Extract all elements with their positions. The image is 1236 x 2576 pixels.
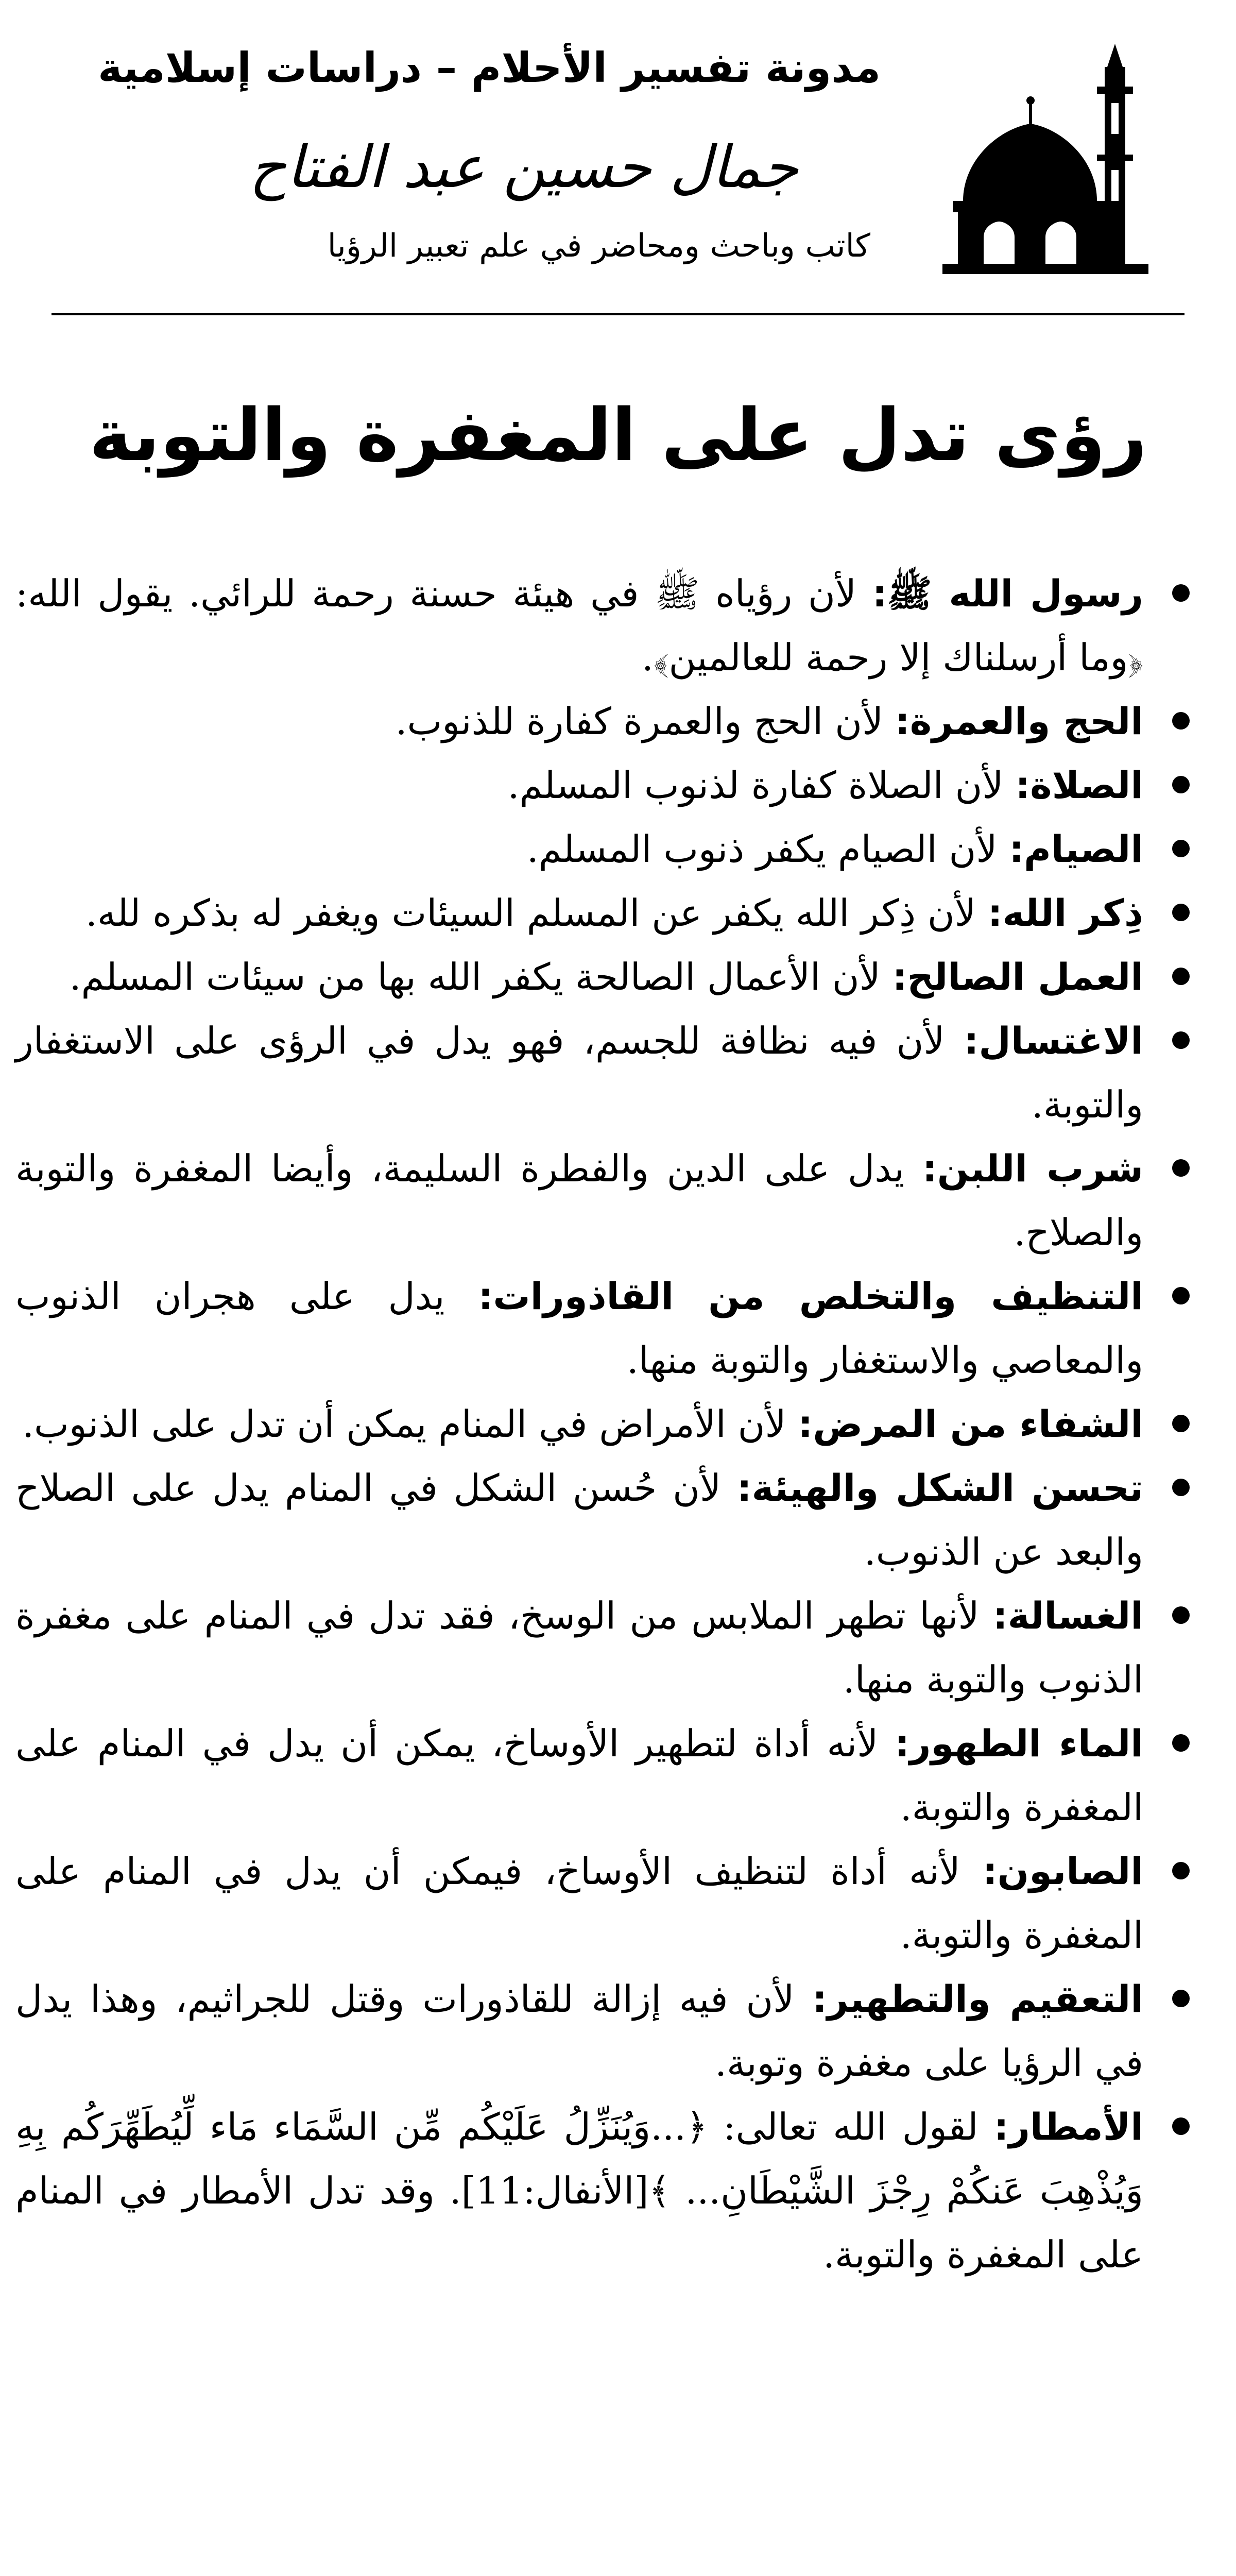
item-text: لأن فيه نظافة للجسم، فهو يدل في الرؤى على الاستغفار والتوبة.: [15, 1019, 1143, 1126]
bullet-icon: [1172, 1990, 1190, 2007]
item-term: الغسالة:: [992, 1594, 1143, 1637]
list-item: [15, 1392, 1190, 1456]
bullet-icon: [1172, 776, 1190, 793]
bullet-icon: [1172, 904, 1190, 921]
bullet-icon: [1172, 1862, 1190, 1879]
item-term: الأمطار:: [993, 2105, 1143, 2148]
item-term: الماء الطهور:: [895, 1722, 1143, 1765]
item-term: الحج والعمرة:: [895, 700, 1143, 743]
item-text: لقول الله تعالى: ﴿...وَيُنَزِّلُ عَلَيْكُم مِّن السَّمَاء مَاء لِّيُطَهِّرَكُم بِهِ وَيُذْهِبَ عَنكُمْ رِجْزَ الشَّيْطَانِ... ﴾[الأنفال:11]. وقد تدل الأمطار في المنام على المغفرة والتوبة.: [15, 2105, 1143, 2276]
item-term: رسول الله ﷺ:: [872, 572, 1143, 615]
item-text: يدل على هجران الذنوب والمعاصي والاستغفار والتوبة منها.: [15, 1275, 1143, 1382]
list-item: [15, 1839, 1190, 1967]
list-item: [15, 881, 1190, 945]
list-item: [15, 1584, 1190, 1711]
item-text: لأن الصيام يكفر ذنوب المسلم.: [526, 827, 1009, 871]
item-term: ذِكر الله:: [987, 891, 1143, 935]
item-term: التنظيف والتخلص من القاذورات:: [478, 1275, 1143, 1318]
bullet-icon: [1172, 584, 1190, 602]
item-term: التعقيم والتطهير:: [812, 1977, 1144, 2021]
list-item: [15, 753, 1190, 817]
list-item: [15, 945, 1190, 1009]
item-term: الصلاة:: [1015, 764, 1143, 807]
item-term: الصيام:: [1009, 827, 1143, 871]
list-item: [15, 2095, 1190, 2286]
item-term: الاغتسال:: [964, 1019, 1143, 1062]
bullet-icon: [1172, 1287, 1190, 1304]
bullet-icon: [1172, 1606, 1190, 1624]
list-item: [15, 817, 1190, 881]
list-item: [15, 1456, 1190, 1584]
bullet-icon: [1172, 840, 1190, 857]
item-text: لأنه أداة لتنظيف الأوساخ، فيمكن أن يدل في المنام على المغفرة والتوبة.: [15, 1850, 1143, 1957]
list-item: [15, 689, 1190, 753]
bullet-icon: [1172, 712, 1190, 730]
item-term: الصابون:: [982, 1850, 1143, 1893]
bullet-icon: [1172, 1031, 1190, 1049]
item-term: الشفاء من المرض:: [798, 1402, 1143, 1446]
bullet-icon: [1172, 1415, 1190, 1432]
article-title: رؤى تدل على المغفرة والتوبة: [89, 393, 1147, 478]
bullet-icon: [1172, 1159, 1190, 1177]
item-text: لأنه أداة لتطهير الأوساخ، يمكن أن يدل في المنام على المغفرة والتوبة.: [15, 1722, 1143, 1829]
list-item: [15, 1137, 1190, 1264]
item-term: شرب اللبن:: [922, 1147, 1144, 1190]
blog-title: مدونة تفسير الأحلام – دراسات إسلامية: [98, 44, 881, 92]
item-text: لأن الصلاة كفارة لذنوب المسلم.: [507, 764, 1016, 807]
bullet-icon: [1172, 968, 1190, 985]
item-text: لأنها تطهر الملابس من الوسخ، فقد تدل في المنام على مغفرة الذنوب والتوبة منها.: [15, 1594, 1143, 1701]
bullet-icon: [1172, 1734, 1190, 1752]
item-text: لأن الحج والعمرة كفارة للذنوب.: [395, 700, 895, 743]
author-name: جمال حسين عبد الفتاح: [249, 134, 798, 201]
item-text: لأن فيه إزالة للقاذورات وقتل للجراثيم، وهذا يدل في الرؤيا على مغفرة وتوبة.: [15, 1977, 1143, 2084]
list-item: [15, 1264, 1190, 1392]
bullet-icon: [1172, 1479, 1190, 1496]
item-term: العمل الصالح:: [892, 955, 1143, 998]
author-description: كاتب وباحث ومحاضر في علم تعبير الرؤيا: [327, 227, 870, 264]
item-text: لأن حُسن الشكل في المنام يدل على الصلاح والبعد عن الذنوب.: [15, 1466, 1143, 1573]
bullet-icon: [1172, 2117, 1190, 2135]
header: [77, 26, 1159, 294]
list-item: [15, 1711, 1190, 1839]
list-item: [15, 1967, 1190, 2095]
list-item: [15, 562, 1190, 689]
item-text: لأن الأعمال الصالحة يكفر الله بها من سيئات المسلم.: [69, 955, 892, 998]
item-text: يدل على الدين والفطرة السليمة، وأيضا المغفرة والتوبة والصلاح.: [15, 1147, 1143, 1254]
item-text: لأن رؤياه ﷺ في هيئة حسنة رحمة للرائي. يقول الله: ﴿وما أرسلناك إلا رحمة للعالمين﴾.: [15, 572, 1143, 679]
dream-list: [15, 562, 1190, 2286]
item-term: تحسن الشكل والهيئة:: [736, 1466, 1143, 1510]
item-text: لأن الأمراض في المنام يمكن أن تدل على الذنوب.: [22, 1402, 798, 1446]
list-item: [15, 1009, 1190, 1137]
mosque-icon: [942, 31, 1159, 278]
header-divider: [52, 313, 1184, 315]
item-text: لأن ذِكر الله يكفر عن المسلم السيئات ويغفر له بذكره لله.: [85, 891, 988, 935]
